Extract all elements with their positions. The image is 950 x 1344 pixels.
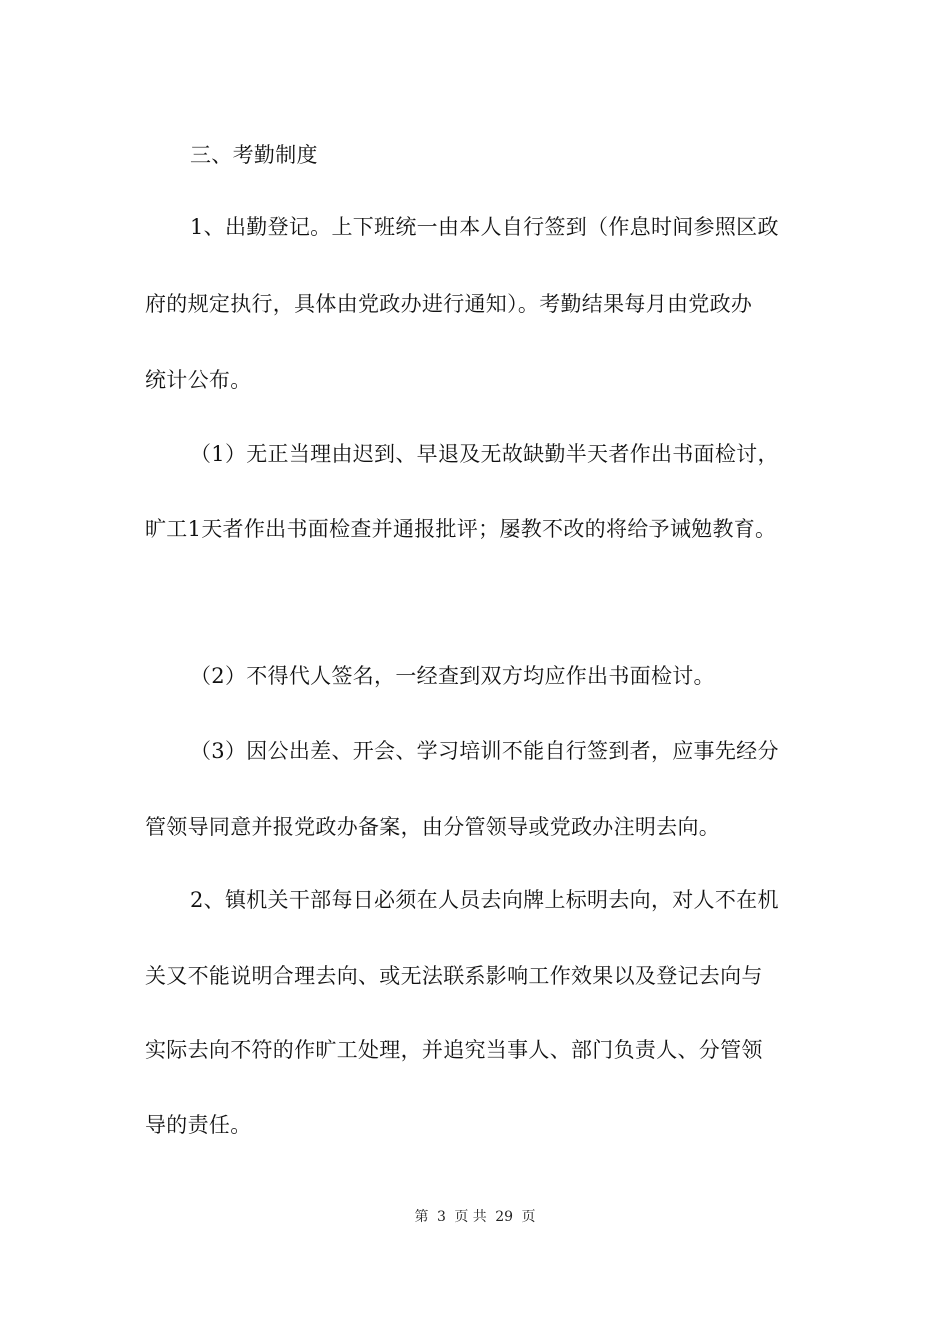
section-heading: 三、考勤制度 xyxy=(190,143,318,167)
paragraph-line: 2、镇机关干部每日必须在人员去向牌上标明去向，对人不在机 xyxy=(190,888,779,912)
paragraph-line: 1、出勤登记。上下班统一由本人自行签到（作息时间参照区政 xyxy=(190,215,779,239)
paragraph-line: 统计公布。 xyxy=(145,368,252,392)
footer-prefix: 第 xyxy=(414,1209,429,1225)
paragraph-line: 管领导同意并报党政办备案，由分管领导或党政办注明去向。 xyxy=(145,815,721,839)
page-footer xyxy=(0,1207,950,1227)
footer-current-page: 3 xyxy=(436,1209,446,1225)
footer-suffix: 页 xyxy=(521,1209,536,1225)
paragraph-line: 关又不能说明合理去向、或无法联系影响工作效果以及登记去向与 xyxy=(145,964,763,988)
paragraph-line: （3）因公出差、开会、学习培训不能自行签到者，应事先经分 xyxy=(190,739,779,763)
footer-total-pages: 29 xyxy=(495,1209,514,1225)
paragraph-line: 府的规定执行，具体由党政办进行通知）。考勤结果每月由党政办 xyxy=(145,292,753,316)
paragraph-line: （1）无正当理由迟到、早退及无故缺勤半天者作出书面检讨， xyxy=(190,442,779,466)
paragraph-line: 导的责任。 xyxy=(145,1113,252,1137)
paragraph-line: （2）不得代人签名，一经查到双方均应作出书面检讨。 xyxy=(190,664,715,688)
footer-middle: 页 共 xyxy=(454,1209,487,1225)
paragraph-line: 旷工1天者作出书面检查并通报批评；屡教不改的将给予诫勉教育。 xyxy=(145,517,777,541)
paragraph-line: 实际去向不符的作旷工处理，并追究当事人、部门负责人、分管领 xyxy=(145,1038,763,1062)
